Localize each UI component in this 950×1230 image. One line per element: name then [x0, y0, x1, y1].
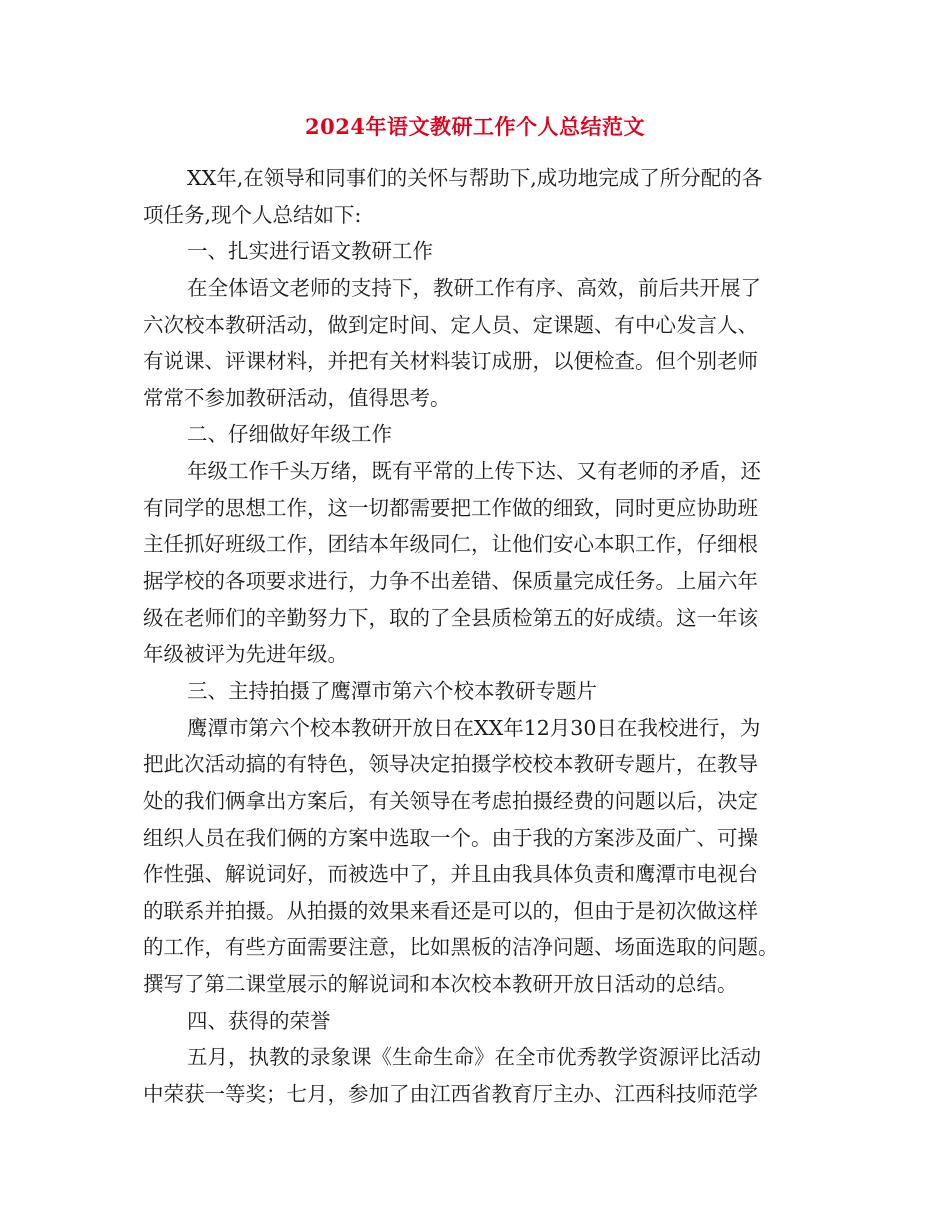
text-line: 在全体语文老师的支持下，教研工作有序、高效，前后共开展了	[187, 275, 761, 300]
text-line: 中荣获一等奖；七月，参加了由江西省教育厅主办、江西科技师范学	[143, 1082, 758, 1107]
text-line: 项任务,现个人总结如下:	[143, 202, 362, 227]
text-line: 的联系并拍摄。从拍摄的效果来看还是可以的，但由于是初次做这样	[143, 898, 758, 923]
text-line: 年级工作千头万绪，既有平常的上传下达、又有老师的矛盾，还	[187, 459, 761, 484]
text-line: 组织人员在我们俩的方案中选取一个。由于我的方案涉及面广、可操	[143, 825, 758, 850]
text-line: XX年,在领导和同事们的关怀与帮助下,成功地完成了所分配的各	[187, 166, 763, 190]
text-line: 的工作，有些方面需要注意，比如黑板的洁净问题、场面选取的问题。	[143, 935, 779, 960]
text-line: 六次校本教研活动，做到定时间、定人员、定课题、有中心发言人、	[143, 312, 758, 337]
text-line: 鹰潭市第六个校本教研开放日在XX年12月30日在我校进行，为	[187, 715, 761, 740]
text-line: 处的我们俩拿出方案后，有关领导在考虑拍摄经费的问题以后，决定	[143, 788, 758, 813]
text-line: 二、仔细做好年级工作	[187, 422, 392, 447]
text-line: 作性强、解说词好，而被选中了，并且由我具体负责和鹰潭市电视台	[143, 862, 758, 887]
text-line: 年级被评为先进年级。	[143, 642, 348, 667]
text-line: 五月，执教的录象课《生命生命》在全市优秀教学资源评比活动	[187, 1045, 761, 1070]
text-line: 有说课、评课材料，并把有关材料装订成册，以便检查。但个别老师	[143, 349, 758, 374]
text-line: 一、扎实进行语文教研工作	[187, 239, 433, 264]
text-line: 常常不参加教研活动，值得思考。	[143, 385, 451, 410]
text-line: 主任抓好班级工作，团结本年级同仁，让他们安心本职工作，仔细根	[143, 532, 758, 557]
text-line: 把此次活动搞的有特色，领导决定拍摄学校校本教研专题片，在教导	[143, 752, 758, 777]
text-line: 三、主持拍摄了鹰潭市第六个校本教研专题片	[187, 678, 597, 703]
text-line: 级在老师们的辛勤努力下，取的了全县质检第五的好成绩。这一年该	[143, 605, 758, 630]
text-line: 据学校的各项要求进行，力争不出差错、保质量完成任务。上届六年	[143, 569, 758, 594]
text-line: 有同学的思想工作，这一切都需要把工作做的细致，同时更应协助班	[143, 495, 758, 520]
text-line: 撰写了第二课堂展示的解说词和本次校本教研开放日活动的总结。	[143, 972, 738, 997]
document-title: 2024年语文教研工作个人总结范文	[305, 114, 645, 139]
text-line: 四、获得的荣誉	[187, 1008, 331, 1033]
document-body	[143, 160, 806, 1113]
